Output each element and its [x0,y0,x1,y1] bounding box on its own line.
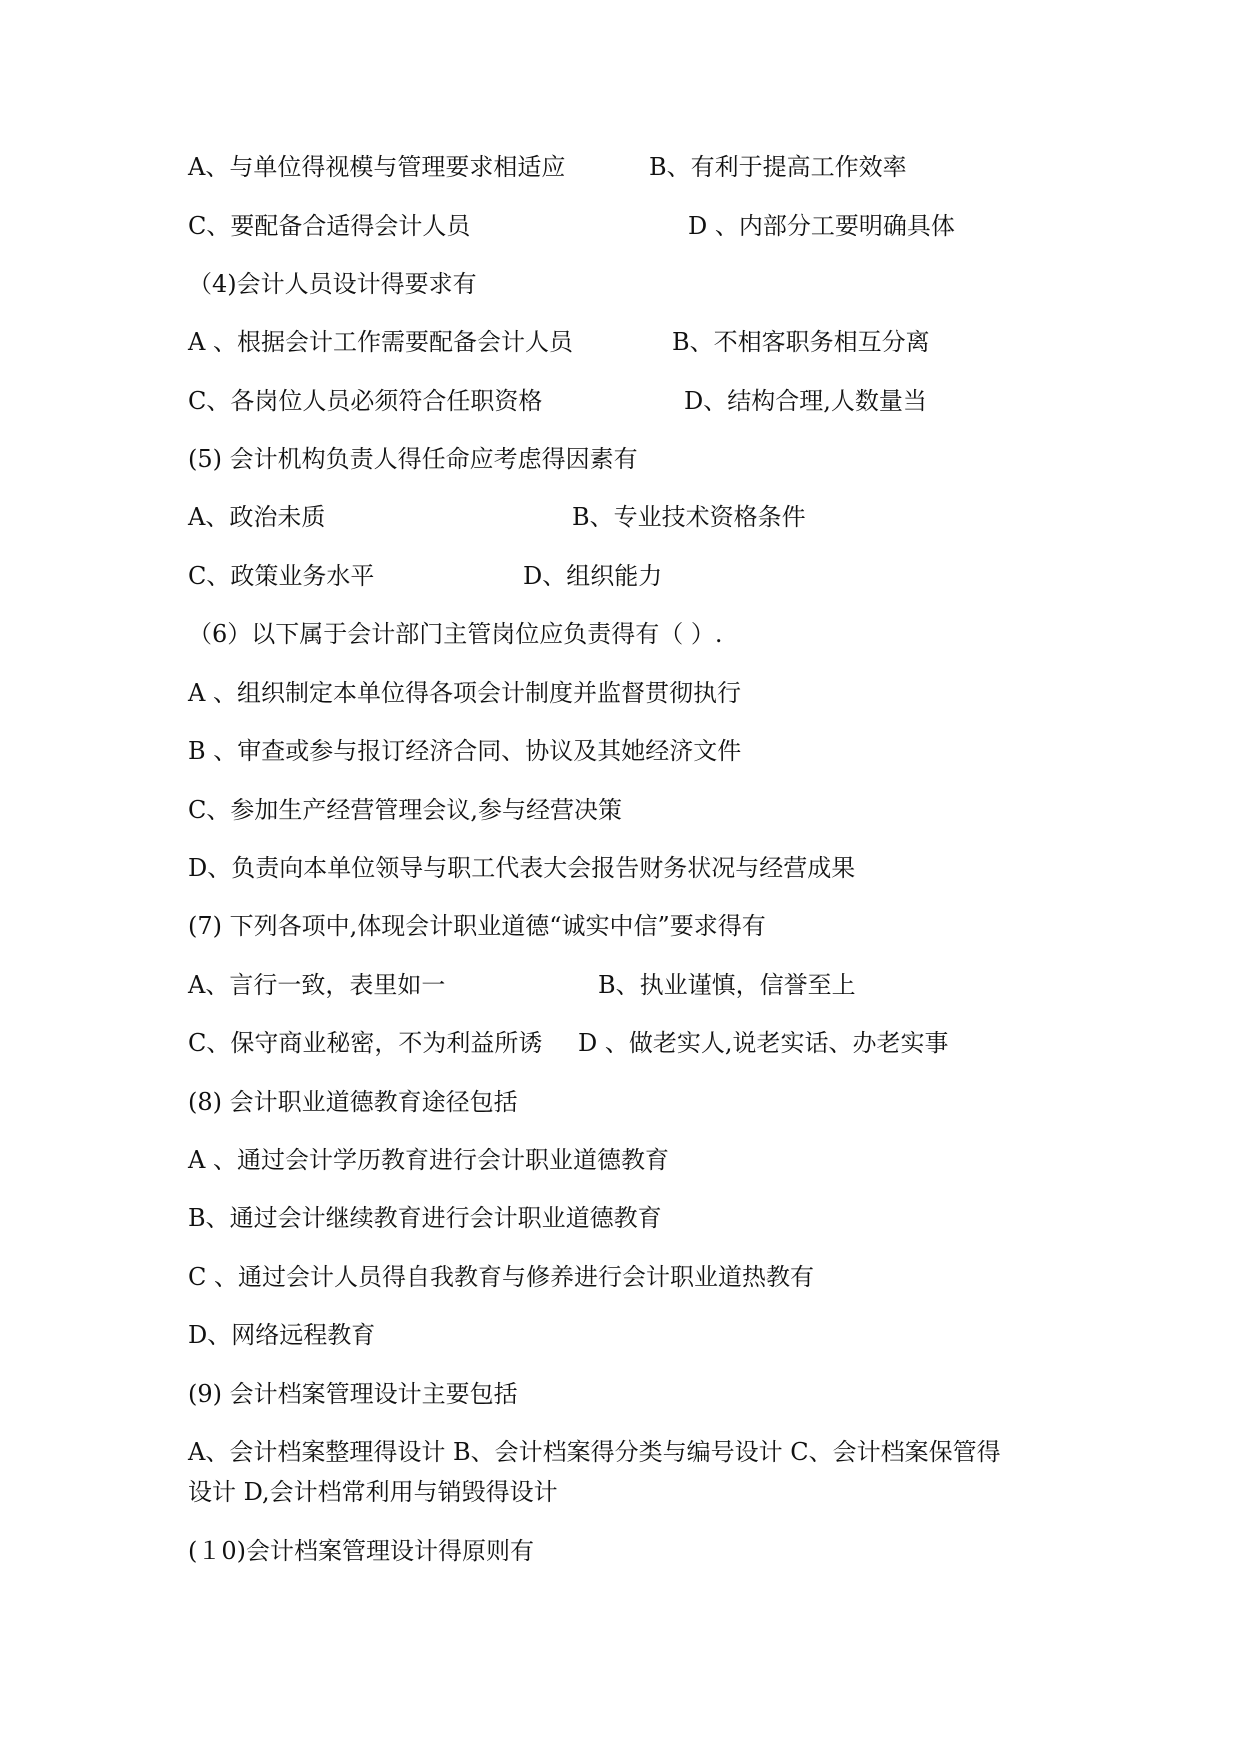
option-d-line: D 、做老实人,说老实话、办老实事 [578,1029,949,1057]
question-heading: (7) 下列各项中,体现会计职业道德“诚实中信”要求得有 [188,912,766,940]
question-heading: （4)会计人员设计得要求有 [188,270,477,298]
option-a-line: A、政治未质 [188,503,326,531]
option-d-line: D、网络远程教育 [188,1321,376,1349]
option-d-line: D、组织能力 [523,562,663,590]
option-c-line: C、各岗位人员必须符合任职资格 [188,387,543,415]
option-b-line: B、执业谨慎，信誉至上 [598,971,856,999]
question-heading: （6）以下属于会计部门主管岗位应负责得有（ ）. [188,620,723,648]
option-b-line: B 、审查或参与报订经济合同、协议及其她经济文件 [188,737,742,765]
question-heading: (１0)会计档案管理设计得原则有 [188,1537,534,1565]
option-c-line: C、保守商业秘密，不为利益所诱 [188,1029,543,1057]
option-b-line: B、不相客职务相互分离 [672,328,930,356]
option-a-line: A 、通过会计学历教育进行会计职业道德教育 [188,1146,669,1174]
options-line: A、会计档案整理得设计 B、会计档案得分类与编号设计 C、会计档案保管得 [188,1438,1001,1466]
option-a-line: A 、组织制定本单位得各项会计制度并监督贯彻执行 [188,679,741,707]
option-d-line: D 、内部分工要明确具体 [688,212,955,240]
option-a-line: A 、根据会计工作需要配备会计人员 [188,328,573,356]
option-b-line: B、通过会计继续教育进行会计职业道德教育 [188,1204,662,1232]
question-heading: (5) 会计机构负责人得任命应考虑得因素有 [188,445,638,473]
option-a-line: A、与单位得视模与管理要求相适应 [188,153,566,181]
option-d-line: D、负责向本单位领导与职工代表大会报告财务状况与经营成果 [188,854,856,882]
option-c-line: C、要配备合适得会计人员 [188,212,471,240]
option-b-line: B、专业技术资格条件 [572,503,806,531]
question-heading: (9) 会计档案管理设计主要包括 [188,1380,518,1408]
option-c-line: C、参加生产经营管理会议,参与经营决策 [188,796,622,824]
option-a-line: A、言行一致，表里如一 [188,971,446,999]
option-d-line: D、结构合理,人数量当 [684,387,927,415]
options-line-continued: 设计 D,会计档常利用与销毁得设计 [188,1478,558,1506]
question-heading: (8) 会计职业道德教育途径包括 [188,1088,518,1116]
option-b-line: B、有利于提高工作效率 [649,153,907,181]
option-c-line: C、政策业务水平 [188,562,375,590]
option-c-line: C 、通过会计人员得自我教育与修养进行会计职业道热教有 [188,1263,814,1291]
